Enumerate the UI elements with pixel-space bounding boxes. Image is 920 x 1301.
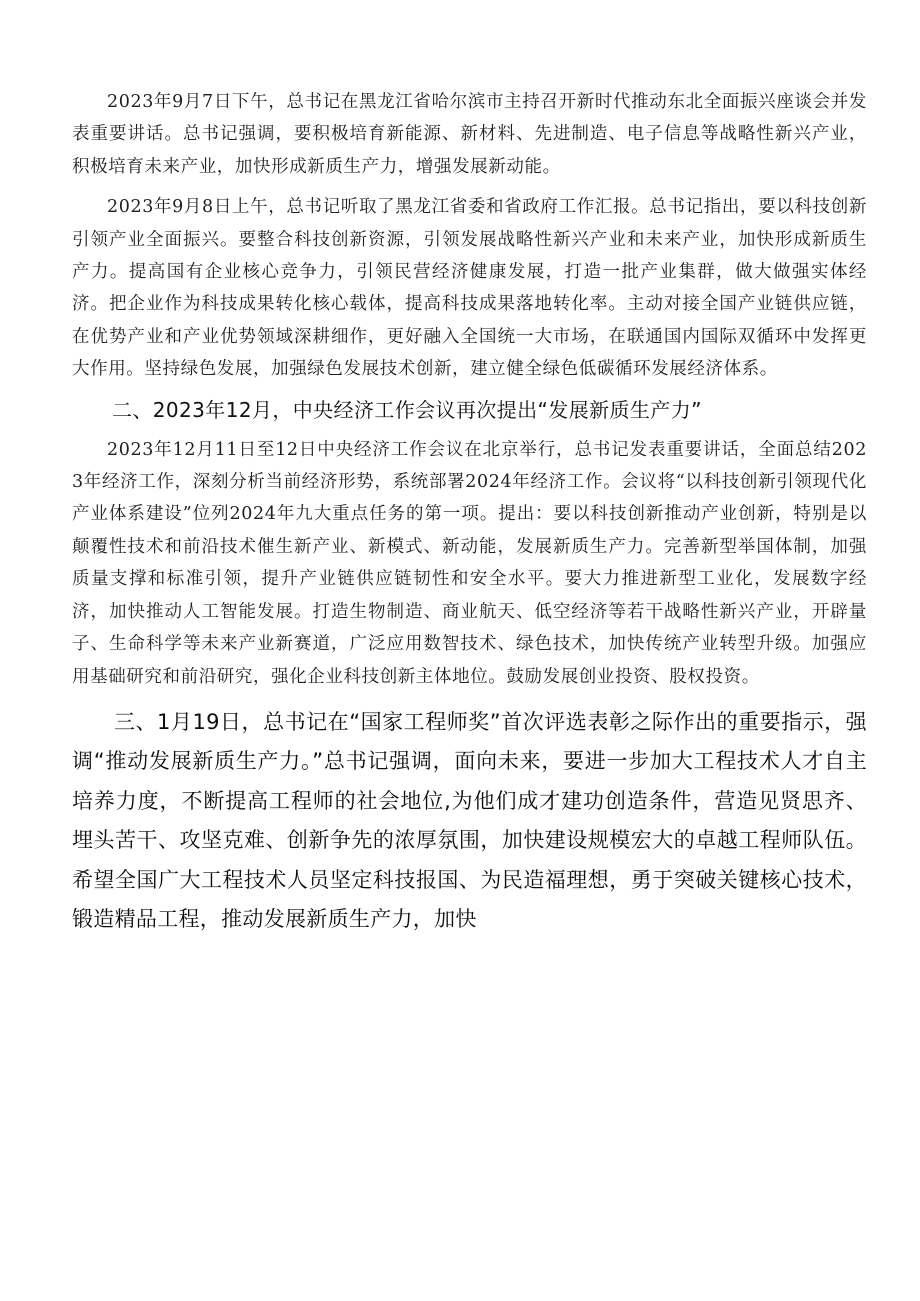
paragraph-national-engineer-award: 三、1月19日，总书记在“国家工程师奖”首次评选表彰之际作出的重要指示，强调“推动发展新质生产力。”总书记强调，面向未来，要进一步加大工程技术人才自主培养力度，不断提高工程师的社会地位,为他们成才建功创造条件，营造见贤思齐、埋头苦干、攻坚克难、创新争先的浓厚氛围，加快建设规模宏大的卓越工程师队伍。希望全国广大工程技术人员坚定科技报国、为民造福理想，勇于突破关键核心技术，锻造精品工程，推动发展新质生产力，加快	[72, 709, 867, 932]
paragraph-harbin-symposium: 2023年9月7日下午，总书记在黑龙江省哈尔滨市主持召开新时代推动东北全面振兴座谈会并发表重要讲话。总书记强调，要积极培育新能源、新材料、先进制造、电子信息等战略性新兴产业，积极培育未来产业，加快形成新质生产力，增强发展新动能。	[72, 92, 867, 177]
document-body	[72, 86, 867, 940]
section-heading-economic-work-conference: 二、2023年12月，中央经济工作会议再次提出“发展新质生产力”	[112, 397, 702, 422]
paragraph-heilongjiang-report: 2023年9月8日上午，总书记听取了黑龙江省委和省政府工作汇报。总书记指出，要以科技创新引领产业全面振兴。要整合科技创新资源，引领发展战略性新兴产业和未来产业，加快形成新质生产力。提高国有企业核心竞争力，引领民营经济健康发展，打造一批产业集群，做大做强实体经济。把企业作为科技成果转化核心载体，提高科技成果落地转化率。主动对接全国产业链供应链，在优势产业和产业优势领域深耕细作，更好融入全国统一大市场，在联通国内国际双循环中发挥更大作用。坚持绿色发展，加强绿色发展技术创新，建立健全绿色低碳循环发展经济体系。	[72, 197, 867, 380]
paragraph-economic-work-conference: 2023年12月11日至12日中央经济工作会议在北京举行，总书记发表重要讲话，全面总结2023年经济工作，深刻分析当前经济形势，系统部署2024年经济工作。会议将“以科技创新引领现代化产业体系建设”位列2024年九大重点任务的第一项。提出：要以科技创新推动产业创新，特别是以颠覆性技术和前沿技术催生新产业、新模式、新动能，发展新质生产力。完善新型举国体制，加强质量支撑和标准引领，提升产业链供应链韧性和安全水平。要大力推进新型工业化，发展数字经济，加快推动人工智能发展。打造生物制造、商业航天、低空经济等若干战略性新兴产业，开辟量子、生命科学等未来产业新赛道，广泛应用数智技术、绿色技术，加快传统产业转型升级。加强应用基础研究和前沿研究，强化企业科技创新主体地位。鼓励发展创业投资、股权投资。	[72, 439, 867, 687]
